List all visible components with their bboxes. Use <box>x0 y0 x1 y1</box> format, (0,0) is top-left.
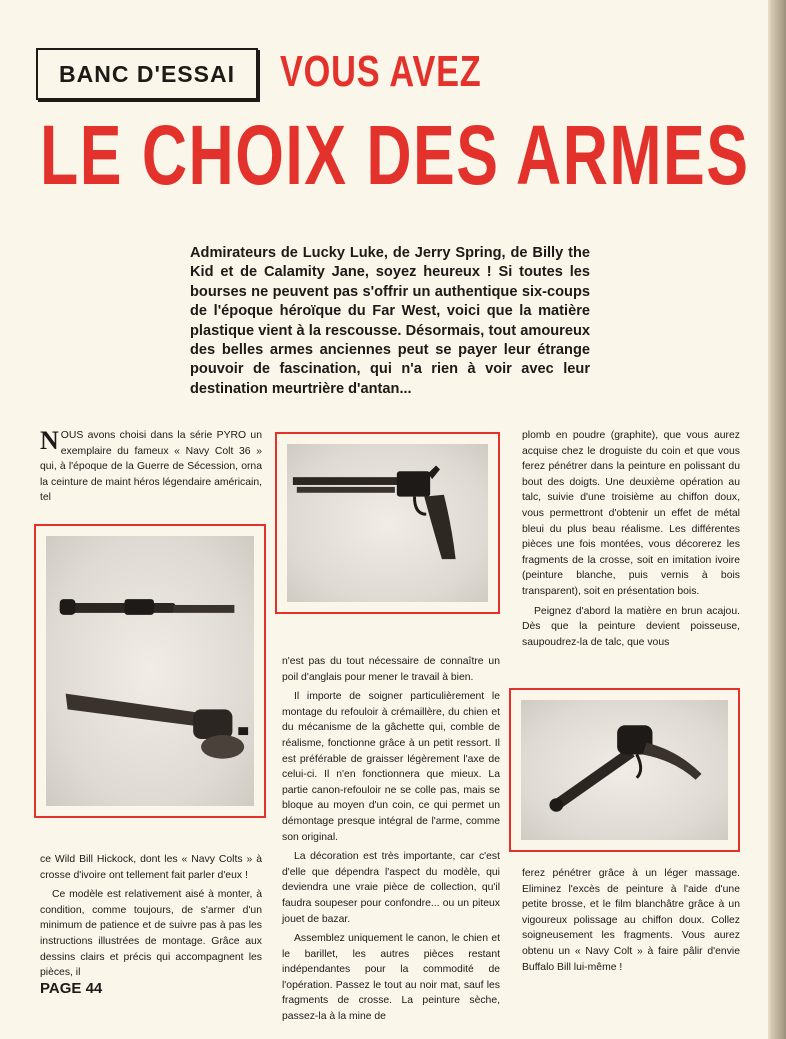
column-1-top <box>40 428 262 510</box>
column-3-top <box>522 428 740 654</box>
paragraph: Assemblez uniquement le canon, le chien et le barillet, les autres pièces restant indépendantes pour la commodité de l'opération. Passez le tout au noir mat, sauf les fragments de crosse. La peinture sèche, passez-la à la mine de <box>282 933 500 1023</box>
paragraph: ce Wild Bill Hickock, dont les « Navy Colts » à crosse d'ivoire ont tellement fait parler d'eux ! <box>40 854 262 881</box>
revolver-angle-image <box>521 700 728 840</box>
title-line-2: LE CHOIX DES ARMES <box>40 108 750 202</box>
title-line-1: VOUS AVEZ <box>280 47 482 96</box>
paragraph: Peignez d'abord la matière en brun acajou. Dès que la peinture devient poisseuse, saupoudrez-la de talc, que vous <box>522 605 740 648</box>
paragraph: ferez pénétrer grâce à un léger massage. Eliminez l'excès de peinture à l'aide d'une petite brosse, et le film blanchâtre grâce à un vigoureux polissage au chiffon doux. Collez soigneusement les fragments. Vous aurez obtenu un « Navy Colt » à faire pâlir d'envie Buffalo Bill lui-même ! <box>522 868 740 973</box>
revolver-side-image <box>287 444 488 602</box>
drop-cap: N <box>40 426 59 455</box>
photo-revolver-angle <box>509 688 740 852</box>
photo-revolver-parts <box>34 524 266 818</box>
page-edge <box>770 0 786 1039</box>
revolver-parts-image <box>46 536 254 806</box>
column-1-top-text: OUS avons choisi dans la série PYRO un exemplaire du fameux « Navy Colt 36 » qui, à l'époque de la Guerre de Sécession, orna la ceinture de maint héros légendaire américain, tel <box>40 430 262 504</box>
photo-revolver-side <box>275 432 500 614</box>
paragraph: Ce modèle est relativement aisé à monter, à condition, comme toujours, de s'armer d'un minimum de patience et de suivre pas à pas les instructions illustrées de montage. Grâce aux dessins clairs et précis qui accompagnent les pièces, il <box>40 889 262 979</box>
paragraph: plomb en poudre (graphite), que vous aurez acquise chez le droguiste du coin et que vous ferez pénétrer dans la peinture en polissant du bout des doigts. Une deuxième opération au talc, suivie d'une troisième au chiffon doux, vous permettront d'obtenir un effet de métal bleui du plus beau réalisme. Les différentes pièces une fois montées, vous décorerez les fragments de la crosse, soit en imitation ivoire (peinture blanche, puis vernis à bois transparent), soit en présentation bois. <box>522 430 740 597</box>
paragraph: La décoration est très importante, car c'est d'elle que dépendra l'aspect du modèle, qui deviendra une vraie pièce de collection, qu'il faudra soupeser pour confondre... ou un piteux jouet de bazar. <box>282 851 500 925</box>
page-number: PAGE 44 <box>40 980 103 997</box>
column-2 <box>282 654 500 1029</box>
column-1-bottom <box>40 852 262 985</box>
section-kicker: BANC D'ESSAI <box>36 48 258 100</box>
intro-paragraph: Admirateurs de Lucky Luke, de Jerry Spring, de Billy the Kid et de Calamity Jane, soyez heureux ! Si toutes les bourses ne peuvent pas s'offrir un authentique six-coups de l'époque héroïque du Far West, voici que la matière plastique vient à la rescousse. Désormais, tout amoureux des belles armes anciennes peut se payer leur étrange pouvoir de fascination, qui n'a rien à voir avec leur destination meurtrière d'antan... <box>190 245 590 397</box>
paragraph: n'est pas du tout nécessaire de connaître un poil d'anglais pour mener le travail à bien. <box>282 656 500 683</box>
column-3-bottom <box>522 866 740 979</box>
paragraph: Il importe de soigner particulièrement le montage du refouloir à crémaillère, du chien et du mécanisme de la gâchette qui, comble de réalisme, fonctionne grâce à un petit ressort. Il est préférable de graisser légèrement l'axe de celui-ci. Il n'en fonctionnera que mieux. La partie canon-refouloir ne se colle pas, mais se bloque au moyen d'un coin, ce qui permet un démontage presque intégral de l'arme, comme son original. <box>282 691 500 843</box>
